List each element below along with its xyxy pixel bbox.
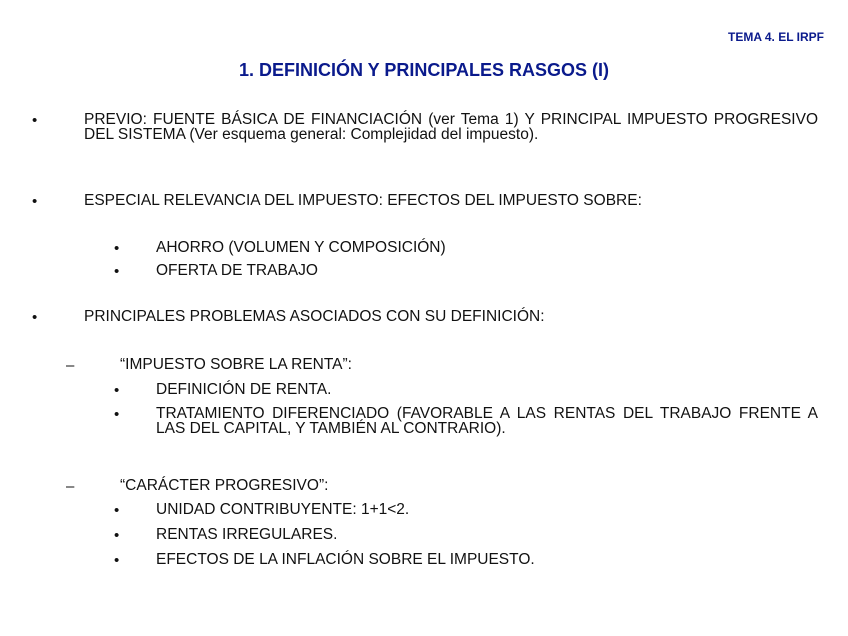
bullet-text-relevancia: ESPECIAL RELEVANCIA DEL IMPUESTO: EFECTOS DEL IMPUESTO SOBRE: xyxy=(84,192,642,209)
dash-icon: – xyxy=(66,357,75,374)
page-title: 1. DEFINICIÓN Y PRINCIPALES RASGOS (I) xyxy=(238,60,610,80)
dash-item-progresivo: “CARÁCTER PROGRESIVO”: xyxy=(120,477,329,494)
sub-item-ahorro: AHORRO (VOLUMEN Y COMPOSICIÓN) xyxy=(156,239,446,256)
topic-tag: TEMA 4. EL IRPF xyxy=(727,30,824,44)
sub-item-unidad: UNIDAD CONTRIBUYENTE: 1+1<2. xyxy=(156,501,410,518)
bullet-icon: • xyxy=(114,240,120,257)
bullet-icon: • xyxy=(114,552,120,569)
bullet-icon: • xyxy=(32,193,38,210)
bullet-text-problemas: PRINCIPALES PROBLEMAS ASOCIADOS CON SU DEFINICIÓN: xyxy=(84,308,545,325)
bullet-icon: • xyxy=(114,406,120,423)
bullet-icon: • xyxy=(32,309,38,326)
sub-item-tratamiento: TRATAMIENTO DIFERENCIADO (FAVORABLE A LAS RENTAS DEL TRABAJO FRENTE A LAS DEL CAPITAL, Y TAMBIÉN AL CONTRARIO). xyxy=(156,405,818,437)
bullet-icon: • xyxy=(114,382,120,399)
sub-item-oferta: OFERTA DE TRABAJO xyxy=(156,262,318,279)
bullet-icon: • xyxy=(114,527,120,544)
bullet-icon: • xyxy=(114,502,120,519)
dash-item-renta: “IMPUESTO SOBRE LA RENTA”: xyxy=(120,356,352,373)
bullet-icon: • xyxy=(114,263,120,280)
sub-item-definicion: DEFINICIÓN DE RENTA. xyxy=(156,381,332,398)
sub-item-inflacion: EFECTOS DE LA INFLACIÓN SOBRE EL IMPUESTO. xyxy=(156,551,535,568)
dash-icon: – xyxy=(66,478,75,495)
bullet-text-previo: PREVIO: FUENTE BÁSICA DE FINANCIACIÓN (ver Tema 1) Y PRINCIPAL IMPUESTO PROGRESIVO DEL SISTEMA (Ver esquema general: Complejidad del impuesto). xyxy=(84,111,818,143)
bullet-icon: • xyxy=(32,112,38,129)
sub-item-rentas: RENTAS IRREGULARES. xyxy=(156,526,338,543)
